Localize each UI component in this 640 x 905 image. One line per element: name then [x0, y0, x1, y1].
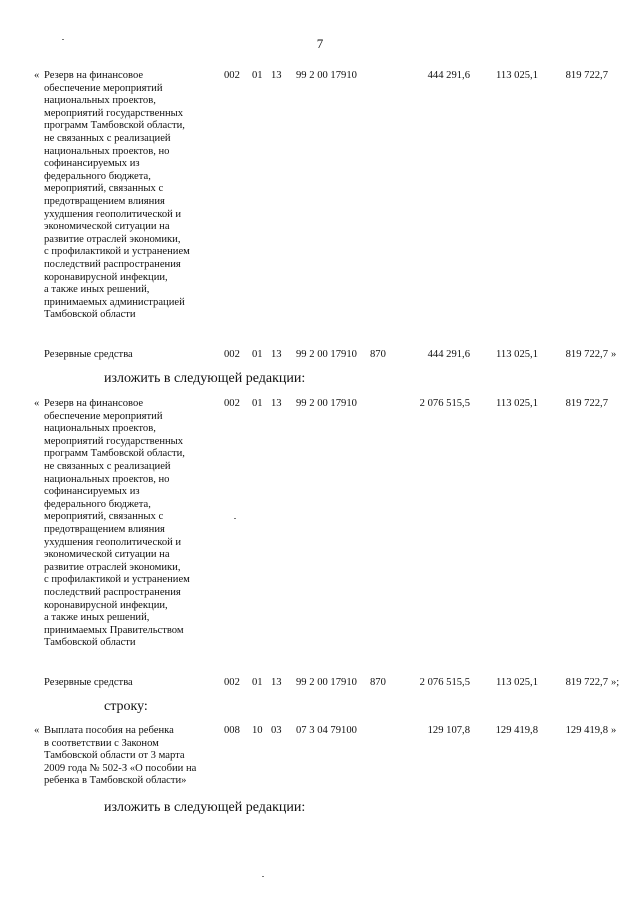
- value-year-1: 2 076 515,5: [419, 677, 470, 688]
- subsection-code: 13: [271, 70, 282, 81]
- section-code: 01: [252, 677, 263, 688]
- subsection-code: 13: [271, 349, 282, 360]
- open-quote: «: [34, 725, 40, 736]
- section-code: 10: [252, 725, 263, 736]
- ministry-code: 002: [224, 398, 240, 409]
- value-year-3: 819 722,7: [565, 398, 608, 409]
- subsection-code: 13: [271, 398, 282, 409]
- subsection-code: 13: [271, 677, 282, 688]
- target-code: 07 3 04 79100: [296, 725, 357, 736]
- row-name: Выплата пособия на ребенка в соответствии с Законом Тамбовской области от 3 марта 2009 года № 502-З «О пособии на ребенка в Тамбовской области»: [44, 725, 197, 787]
- subsection-code: 03: [271, 725, 282, 736]
- target-code: 99 2 00 17910: [296, 349, 357, 360]
- value-year-2: 113 025,1: [496, 677, 538, 688]
- scan-speck: [234, 518, 236, 519]
- row-name: Резерв на финансовое обеспечение мероприятий национальных проектов, мероприятий государственных программ Тамбовской области, не связанных с реализацией национальных проектов, но софинансируемых из федерального бюджета, мероприятий, связанных с предотвращением влияния ухудшения геополитической и экономической ситуации на развитие отраслей экономики, с профилактикой и устранением последствий распространения коронавирусной инфекции, а также иных решений, принимаемых Правительством Тамбовской области: [44, 398, 190, 649]
- section-code: 01: [252, 398, 263, 409]
- row-name: Резервные средства: [44, 349, 133, 360]
- value-year-1: 129 107,8: [427, 725, 470, 736]
- heading-new-edition-2: изложить в следующей редакции:: [104, 800, 306, 815]
- ministry-code: 002: [224, 70, 240, 81]
- section-code: 01: [252, 70, 263, 81]
- heading-new-edition: изложить в следующей редакции:: [104, 371, 306, 386]
- open-quote: «: [34, 70, 40, 81]
- value-year-2: 113 025,1: [496, 349, 538, 360]
- close-quote: »: [611, 725, 617, 736]
- target-code: 99 2 00 17910: [296, 398, 357, 409]
- expense-type-code: 870: [370, 349, 386, 360]
- value-year-3: 819 722,7: [565, 349, 608, 360]
- value-year-3: 129 419,8: [565, 725, 608, 736]
- expense-type-code: 870: [370, 677, 386, 688]
- value-year-1: 444 291,6: [427, 349, 470, 360]
- row-name: Резервные средства: [44, 677, 133, 688]
- open-quote: «: [34, 398, 40, 409]
- row-name: Резерв на финансовое обеспечение мероприятий национальных проектов, мероприятий государственных программ Тамбовской области, не связанных с реализацией национальных проектов, но софинансируемых из федерального бюджета, мероприятий, связанных с предотвращением влияния ухудшения геополитической и экономической ситуации на развитие отраслей экономики, с профилактикой и устранением последствий распространения коронавирусной инфекции, а также иных решений, принимаемых администрацией Тамбовской области: [44, 70, 190, 321]
- value-year-2: 129 419,8: [495, 725, 538, 736]
- value-year-2: 113 025,1: [496, 398, 538, 409]
- ministry-code: 002: [224, 349, 240, 360]
- value-year-3: 819 722,7: [565, 677, 608, 688]
- value-year-2: 113 025,1: [496, 70, 538, 81]
- scan-speck: [262, 876, 264, 877]
- page-number: 7: [316, 36, 324, 51]
- heading-row: строку:: [104, 699, 148, 714]
- section-code: 01: [252, 349, 263, 360]
- scan-speck: [62, 39, 64, 40]
- close-quote: »;: [611, 677, 620, 688]
- value-year-3: 819 722,7: [565, 70, 608, 81]
- target-code: 99 2 00 17910: [296, 70, 357, 81]
- ministry-code: 008: [224, 725, 240, 736]
- value-year-1: 444 291,6: [427, 70, 470, 81]
- ministry-code: 002: [224, 677, 240, 688]
- close-quote: »: [611, 349, 617, 360]
- value-year-1: 2 076 515,5: [419, 398, 470, 409]
- target-code: 99 2 00 17910: [296, 677, 357, 688]
